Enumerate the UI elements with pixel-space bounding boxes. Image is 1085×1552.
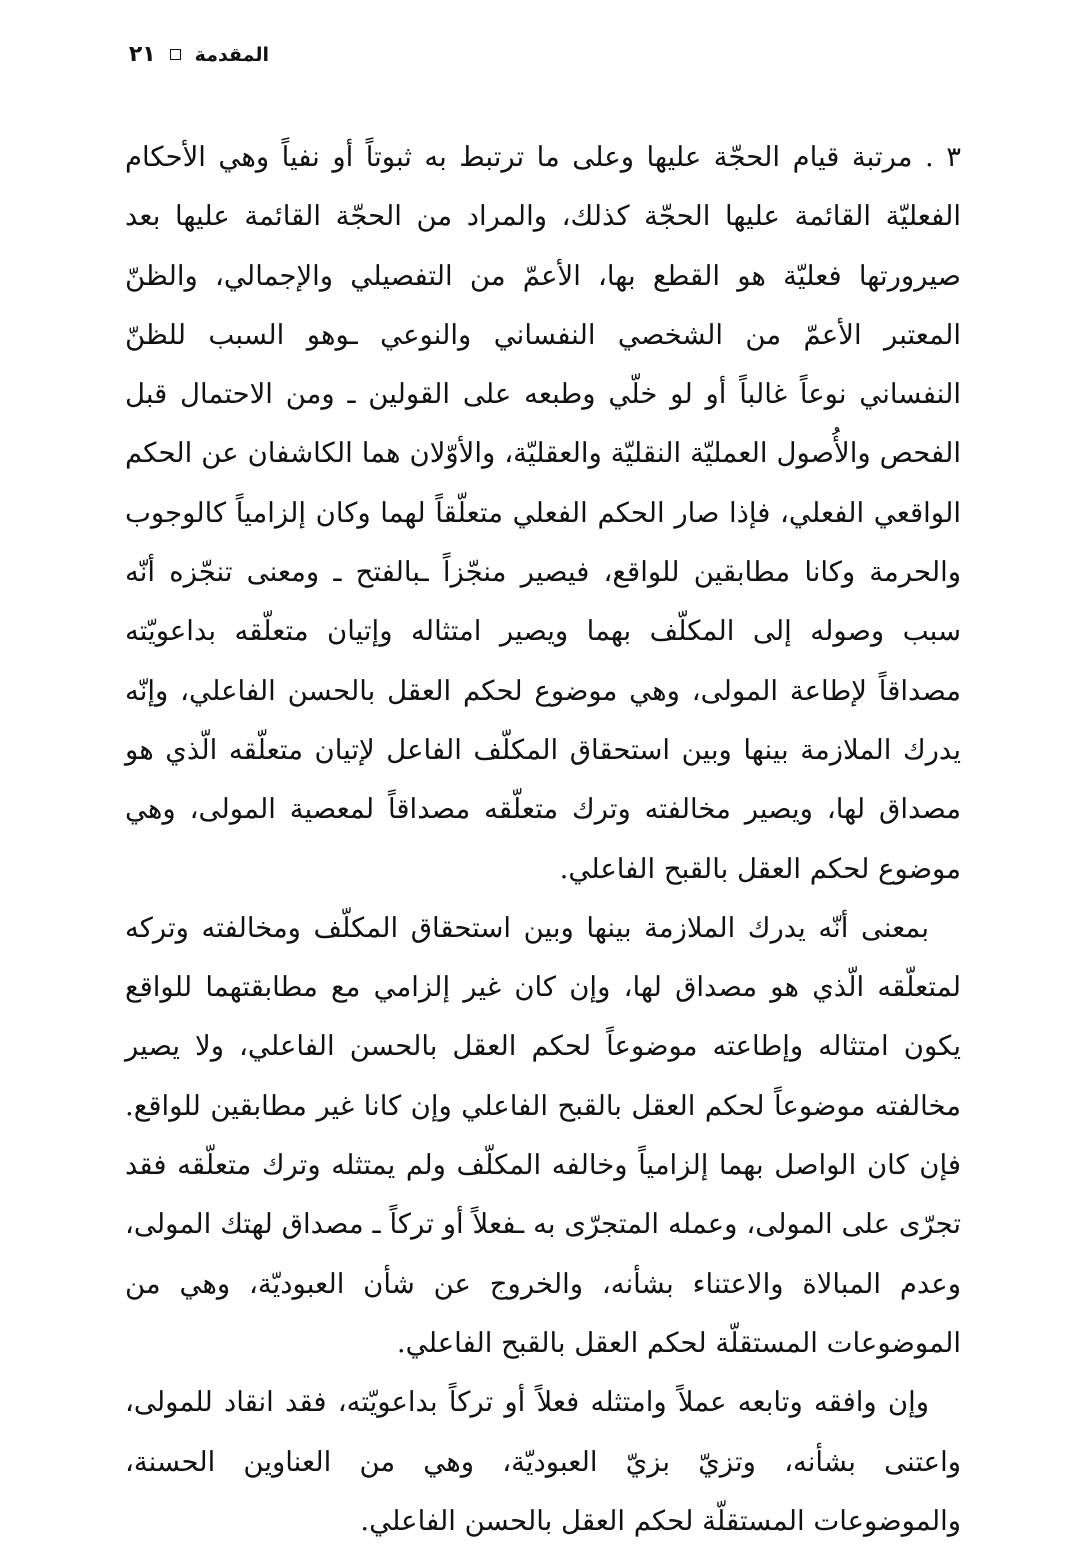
chapter-title: المقدمة [194, 43, 269, 66]
page-number: ٢١ [128, 42, 156, 67]
paragraph-2: بمعنى أنّه يدرك الملازمة بينها وبين استحقاق المكلّف ومخالفته وتركه لمتعلّقه الّذي هو مصداق لها، وإن كان غير إلزامي مع مطابقتهما للواقع يكون امتثاله وإطاعته موضوعاً لحكم العقل بالحسن الفاعلي، ولا يصير مخالفته موضوعاً لحكم العقل بالقبح الفاعلي وإن كانا غير مطابقين للواقع. فإن كان الواصل بهما إلزامياً وخالفه المكلّف ولم يمتثله وترك متعلّقه فقد تجرّى على المولى، وعمله المتجرّى به ـفعلاً أو تركاً ـ مصداق لهتك المولى، وعدم المبالاة والاعتناء بشأنه، والخروج عن شأن العبوديّة، وهي من الموضوعات المستقلّة لحكم العقل بالقبح الفاعلي. [125, 911, 961, 1359]
body-text [125, 128, 961, 1551]
running-header [129, 42, 269, 67]
paragraph-1: ٣ . مرتبة قيام الحجّة عليها وعلى ما ترتبط به ثبوتاً أو نفياً وهي الأحكام الفعليّة القائمة عليها الحجّة كذلك، والمراد من الحجّة القائمة عليها بعد صيرورتها فعليّة هو القطع بها، الأعمّ من التفصيلي والإجمالي، والظنّ المعتبر الأعمّ من الشخصي النفساني والنوعي ـوهو السبب للظنّ النفساني نوعاً غالباً أو لو خلّي وطبعه على القولين ـ ومن الاحتمال قبل الفحص والأُصول العمليّة النقليّة والعقليّة، والأوّلان هما الكاشفان عن الحكم الواقعي الفعلي، فإذا صار الحكم الفعلي متعلّقاً لهما وكان إلزامياً كالوجوب والحرمة وكانا مطابقين للواقع، فيصير منجّزاً ـبالفتح ـ ومعنى تنجّزه أنّه سبب وصوله إلى المكلّف بهما ويصير امتثاله وإتيان متعلّقه بداعويّته مصداقاً لإطاعة المولى، وهي موضوع لحكم العقل بالحسن الفاعلي، وإنّه يدرك الملازمة بينها وبين استحقاق المكلّف الفاعل لإتيان متعلّقه الّذي هو مصداق لها، ويصير مخالفته وترك متعلّقه مصداقاً لمعصية المولى، وهي موضوع لحكم العقل بالقبح الفاعلي. [125, 141, 961, 885]
paragraph-3: وإن وافقه وتابعه عملاً وامتثله فعلاً أو تركاً بداعويّته، فقد انقاد للمولى، واعتنى بشأنه، وتزيّ بزيّ العبوديّة، وهي من العناوين الحسنة، والموضوعات المستقلّة لحكم العقل بالحسن الفاعلي. [125, 1386, 961, 1537]
square-separator-icon [170, 49, 181, 60]
